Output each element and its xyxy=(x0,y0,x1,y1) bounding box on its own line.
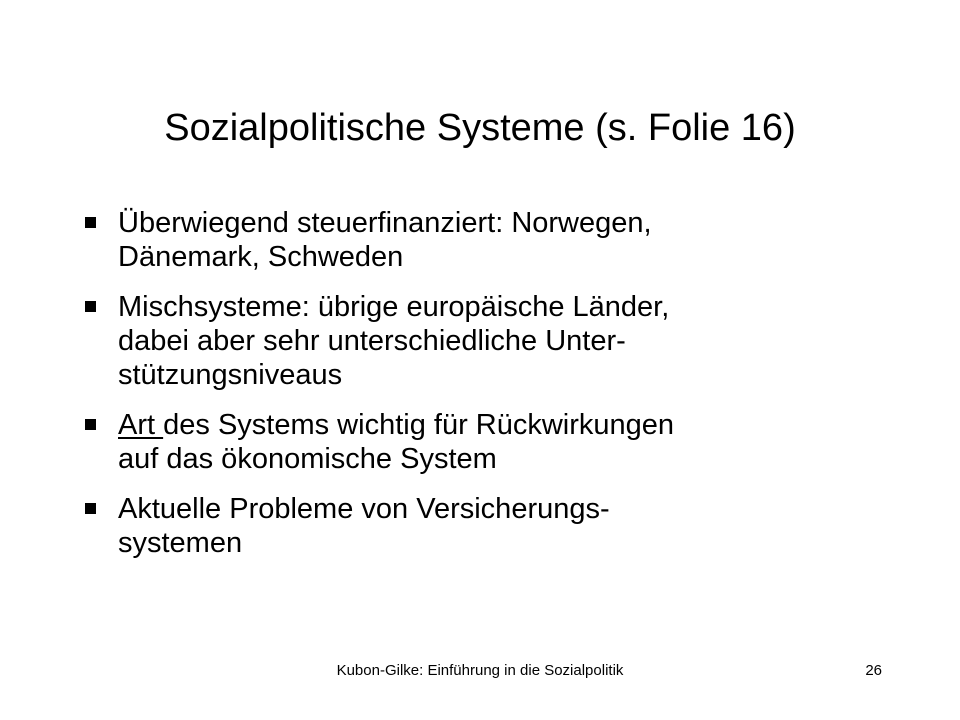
bullet-line-rest: des Systems wichtig für Rückwirkungen xyxy=(163,409,675,441)
slide-footer: Kubon-Gilke: Einführung in die Sozialpolitik xyxy=(336,662,624,679)
square-bullet-icon xyxy=(85,301,96,312)
bullet-item xyxy=(82,290,862,392)
square-bullet-icon xyxy=(85,419,96,430)
bullet-line xyxy=(118,408,862,442)
bullet-line: auf das ökonomische System xyxy=(118,443,497,475)
bullet-line: Dänemark, Schweden xyxy=(118,241,404,273)
slide-title: Sozialpolitische Systeme (s. Folie 16) xyxy=(164,107,796,149)
bullet-line: Aktuelle Probleme von Versicherungs- xyxy=(118,493,610,525)
square-bullet-icon xyxy=(85,503,96,514)
page-number: 26 xyxy=(865,662,882,679)
bullet-line: dabei aber sehr unterschiedliche Unter- xyxy=(118,325,626,357)
square-bullet-icon xyxy=(85,217,96,228)
bullet-item xyxy=(82,492,862,560)
bullet-item xyxy=(82,408,862,476)
bullet-line: stützungsniveaus xyxy=(118,359,343,391)
underlined-word: Art xyxy=(118,409,164,441)
bullet-line: systemen xyxy=(118,527,243,559)
bullet-line: Überwiegend steuerfinanziert: Norwegen, xyxy=(118,207,652,239)
bullet-list xyxy=(82,206,862,576)
bullet-item xyxy=(82,206,862,274)
bullet-line: Mischsysteme: übrige europäische Länder, xyxy=(118,291,670,323)
